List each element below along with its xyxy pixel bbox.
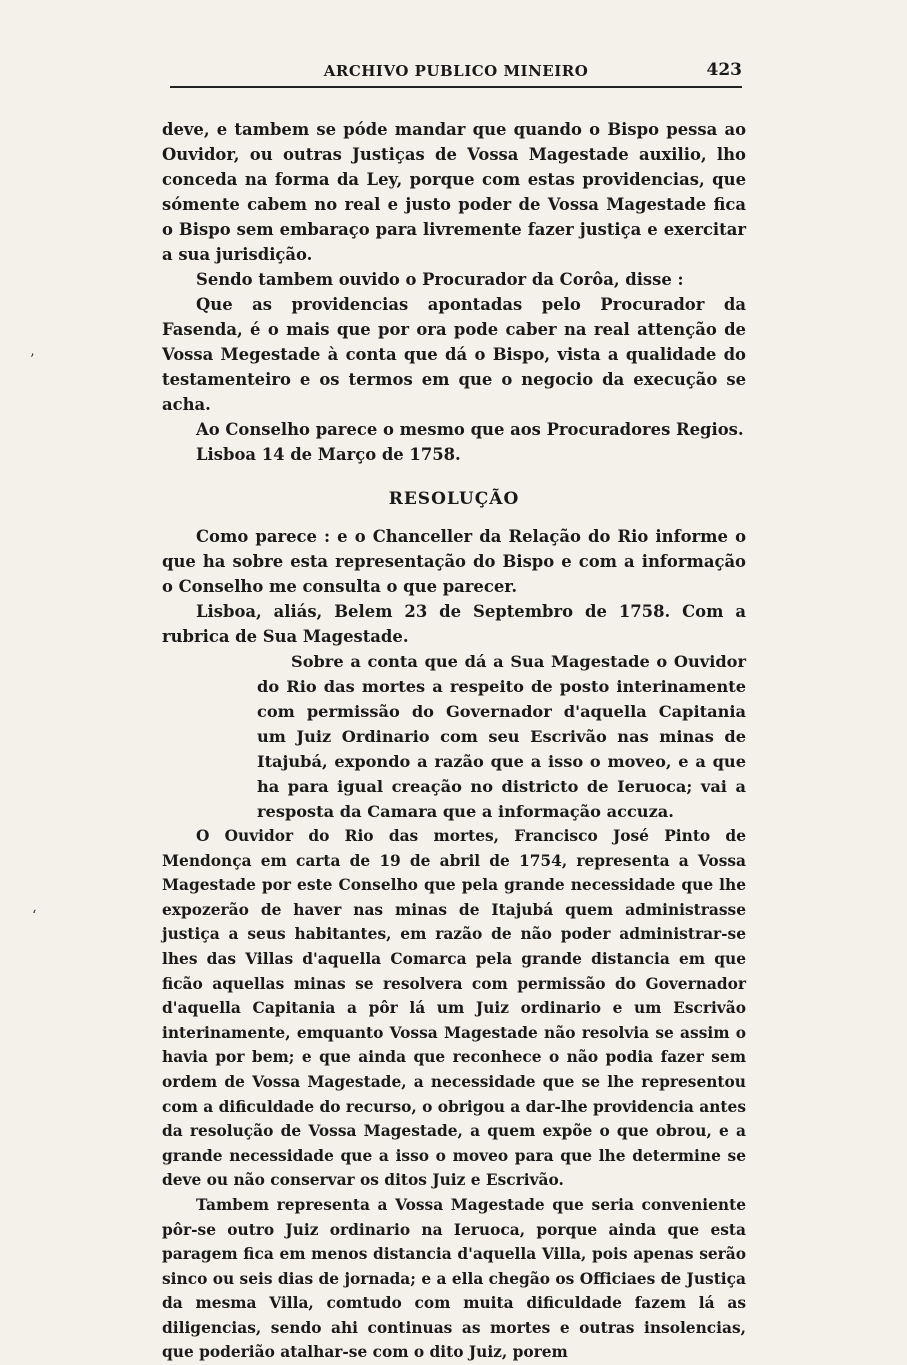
section-heading: RESOLUÇÃO (388, 489, 520, 509)
paragraph: Lisboa, aliás, Belem 23 de Septembro de 1758. Com a rubrica de Sua Magestade. (162, 602, 746, 646)
body-text (162, 117, 746, 1365)
margin-mark: ‘ (32, 908, 37, 924)
paragraph: Como parece : e o Chanceller da Relação do Rio informe o que ha sobre esta representação do Bispo e com a informação o Conselho me consulta o que parecer. (162, 527, 746, 596)
page-header (170, 60, 742, 88)
paragraph: Que as providencias apontadas pelo Procurador da Fasenda, é o mais que por ora pode caber na real attenção de Vossa Megestade à conta que dá o Bispo, vista a qualidade do testamenteiro e os termos em que o negocio da execução se acha. (162, 295, 746, 414)
paragraph: Sendo tambem ouvido o Procurador da Corôa, disse : (196, 270, 684, 289)
header-rule (170, 86, 742, 88)
paragraph: Tambem representa a Vossa Magestade que seria conveniente pôr-se outro Juiz ordinario na Ieruoca, porque ainda que esta paragem fica em menos distancia d'aquella Villa, pois apenas serão sinco ou seis dias de jornada; e a ella chegão os Officiaes de Justiça da mesma Villa, comtudo com muita dificuldade fazem lá as diligencias, sendo ahi continuas as mortes e outras insolencias, que poderião atalhar-se com o dito Juiz, porem (162, 1195, 746, 1362)
paragraph: deve, e tambem se póde mandar que quando o Bispo pessa ao Ouvidor, ou outras Justiças de Vossa Magestade auxilio, lho conceda na forma da Ley, porque com estas providencias, que sómente cabem no real e justo poder de Vossa Magestade fica o Bispo sem embaraço para livremente fazer justiça e exercitar a sua jurisdição. (162, 120, 746, 264)
date-line: Lisboa 14 de Março de 1758. (196, 445, 461, 464)
margin-mark: ’ (30, 352, 35, 368)
paragraph: Ao Conselho parece o mesmo que aos Procuradores Regios. (196, 420, 744, 439)
paragraph: O Ouvidor do Rio das mortes, Francisco José Pinto de Mendonça em carta de 19 de abril de 1754, representa a Vossa Magestade por este Conselho que pela grande necessidade que lhe expozerão de haver nas minas de Itajubá quem administrasse justiça a seus habitantes, em razão de não poder administrar-se lhes das Villas d'aquella Comarca pela grande distancia em que ficão aquellas minas se resolvera com permissão do Governador d'aquella Capitania a pôr lá um Juiz ordinario e um Escrivão interinamente, emquanto Vossa Magestade não resolvia se assim o havia por bem; e que ainda que reconhece o não podia fazer sem ordem de Vossa Magestade, a necessidade que se lhe representou com a dificuldade do recurso, o obrigou a dar-lhe providencia antes da resolução de Vossa Magestade, a quem expõe o que obrou, e a grande necessidade que a isso o moveo para que lhe determine se deve ou não conservar os ditos Juiz e Escrivão. (162, 827, 746, 1190)
page-number: 423 (706, 60, 742, 80)
summary-block: Sobre a conta que dá a Sua Magestade o Ouvidor do Rio das mortes a respeito de posto interinamente com permissão do Governador d'aquella Capitania um Juiz Ordinario com seu Escrivão nas minas de Itajubá, expondo a razão que a isso o moveo, e a que ha para igual creação no districto de Ieruoca; vai a resposta da Camara que a informação accuza. (257, 652, 746, 821)
running-head: ARCHIVO PUBLICO MINEIRO (323, 62, 589, 80)
